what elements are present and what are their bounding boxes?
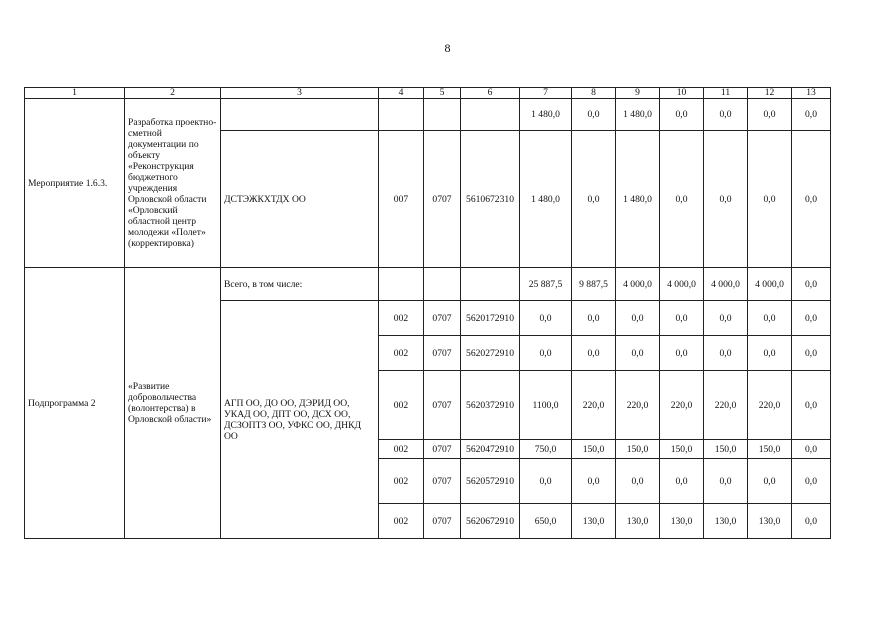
cell-col10: 0,0 [660, 459, 704, 504]
cell-col5: 0707 [424, 371, 461, 440]
cell-col11: 150,0 [704, 440, 748, 459]
cell-col5: 0707 [424, 336, 461, 371]
cell-col7: 650,0 [520, 504, 572, 539]
cell-col6 [461, 268, 520, 301]
cell-col9: 0,0 [616, 459, 660, 504]
cell-col10: 220,0 [660, 371, 704, 440]
cell-col4: 002 [379, 371, 424, 440]
cell-col11: 0,0 [704, 459, 748, 504]
cell-col12: 130,0 [748, 504, 792, 539]
cell-col12: 0,0 [748, 99, 792, 131]
header-cell: 9 [616, 88, 660, 99]
cell-col10: 4 000,0 [660, 268, 704, 301]
cell-col10: 0,0 [660, 301, 704, 336]
cell-col6: 5620272910 [461, 336, 520, 371]
header-cell: 3 [221, 88, 379, 99]
cell-col8: 0,0 [572, 301, 616, 336]
cell-col9: 1 480,0 [616, 131, 660, 268]
cell-col4: 002 [379, 504, 424, 539]
header-cell: 6 [461, 88, 520, 99]
cell-col10: 0,0 [660, 336, 704, 371]
cell-col12: 150,0 [748, 440, 792, 459]
cell-col13: 0,0 [792, 131, 831, 268]
cell-col7: 0,0 [520, 301, 572, 336]
budget-table [24, 87, 831, 539]
cell-col9: 0,0 [616, 301, 660, 336]
cell-col11: 0,0 [704, 99, 748, 131]
cell-col8: 0,0 [572, 131, 616, 268]
cell-col13: 0,0 [792, 268, 831, 301]
cell-col8: 220,0 [572, 371, 616, 440]
header-cell: 2 [125, 88, 221, 99]
cell-col8: 0,0 [572, 459, 616, 504]
cell-col13: 0,0 [792, 336, 831, 371]
header-cell: 4 [379, 88, 424, 99]
cell-col5: 0707 [424, 131, 461, 268]
cell-col5 [424, 99, 461, 131]
cell-col4 [379, 268, 424, 301]
cell-col8: 0,0 [572, 336, 616, 371]
cell-col12: 0,0 [748, 336, 792, 371]
cell-col11: 4 000,0 [704, 268, 748, 301]
cell-col5: 0707 [424, 504, 461, 539]
header-cell: 13 [792, 88, 831, 99]
cell-col7: 750,0 [520, 440, 572, 459]
cell-col6: 5620372910 [461, 371, 520, 440]
cell-col4: 007 [379, 131, 424, 268]
cell-col9: 130,0 [616, 504, 660, 539]
cell-col6: 5620672910 [461, 504, 520, 539]
cell-col5 [424, 268, 461, 301]
cell-col9: 150,0 [616, 440, 660, 459]
header-cell: 12 [748, 88, 792, 99]
cell-col7: 0,0 [520, 459, 572, 504]
cell-col5: 0707 [424, 301, 461, 336]
cell-col11: 130,0 [704, 504, 748, 539]
cell-col6: 5620572910 [461, 459, 520, 504]
table-row [25, 268, 831, 301]
cell-col7: 1 480,0 [520, 99, 572, 131]
cell-col11: 220,0 [704, 371, 748, 440]
cell-col4: 002 [379, 440, 424, 459]
table-row [25, 99, 831, 131]
cell-col4: 002 [379, 336, 424, 371]
cell-col10: 0,0 [660, 131, 704, 268]
cell-col9: 0,0 [616, 336, 660, 371]
cell-col13: 0,0 [792, 440, 831, 459]
executor-cell: АГП ОО, ДО ОО, ДЭРИД ОО, УКАД ОО, ДПТ ОО, ДСХ ОО, ДСЗОПТЗ ОО, УФКС ОО, ДНКД ОО [221, 301, 379, 539]
cell-col10: 130,0 [660, 504, 704, 539]
cell-col4 [379, 99, 424, 131]
cell-col7: 1 480,0 [520, 131, 572, 268]
cell-col5: 0707 [424, 440, 461, 459]
cell-col8: 9 887,5 [572, 268, 616, 301]
cell-col12: 220,0 [748, 371, 792, 440]
subprogram-description: «Развитие добровольчества (волонтерства) в Орловской области» [125, 268, 221, 539]
cell-col12: 0,0 [748, 459, 792, 504]
cell-col9: 4 000,0 [616, 268, 660, 301]
cell-col6: 5620472910 [461, 440, 520, 459]
cell-col7: 1100,0 [520, 371, 572, 440]
cell-col11: 0,0 [704, 131, 748, 268]
cell-col13: 0,0 [792, 371, 831, 440]
cell-col11: 0,0 [704, 301, 748, 336]
executor-cell [221, 99, 379, 131]
cell-col7: 25 887,5 [520, 268, 572, 301]
subprogram-name: Подпрограмма 2 [25, 268, 125, 539]
cell-col11: 0,0 [704, 336, 748, 371]
cell-col13: 0,0 [792, 459, 831, 504]
header-cell: 11 [704, 88, 748, 99]
cell-col9: 220,0 [616, 371, 660, 440]
total-label: Всего, в том числе: [221, 268, 379, 301]
cell-col4: 002 [379, 459, 424, 504]
header-cell: 7 [520, 88, 572, 99]
cell-col13: 0,0 [792, 99, 831, 131]
cell-col7: 0,0 [520, 336, 572, 371]
cell-col9: 1 480,0 [616, 99, 660, 131]
cell-col4: 002 [379, 301, 424, 336]
header-cell: 1 [25, 88, 125, 99]
cell-col10: 0,0 [660, 99, 704, 131]
header-cell: 10 [660, 88, 704, 99]
measure-description: Разработка проектно-сметной документации по объекту «Реконструкция бюджетного учреждения Орловской области «Орловский областной центр молодежи «Полет» (корректировка) [125, 99, 221, 268]
cell-col6: 5620172910 [461, 301, 520, 336]
cell-col8: 0,0 [572, 99, 616, 131]
header-cell: 5 [424, 88, 461, 99]
cell-col6: 5610672310 [461, 131, 520, 268]
cell-col12: 0,0 [748, 131, 792, 268]
cell-col6 [461, 99, 520, 131]
cell-col8: 130,0 [572, 504, 616, 539]
cell-col12: 4 000,0 [748, 268, 792, 301]
executor-cell: ДСТЭЖКХТДХ ОО [221, 131, 379, 268]
cell-col8: 150,0 [572, 440, 616, 459]
cell-col10: 150,0 [660, 440, 704, 459]
page-number: 8 [444, 41, 451, 55]
cell-col13: 0,0 [792, 301, 831, 336]
cell-col13: 0,0 [792, 504, 831, 539]
measure-name: Мероприятие 1.6.3. [25, 99, 125, 268]
header-cell: 8 [572, 88, 616, 99]
cell-col12: 0,0 [748, 301, 792, 336]
cell-col5: 0707 [424, 459, 461, 504]
header-row [25, 88, 831, 99]
